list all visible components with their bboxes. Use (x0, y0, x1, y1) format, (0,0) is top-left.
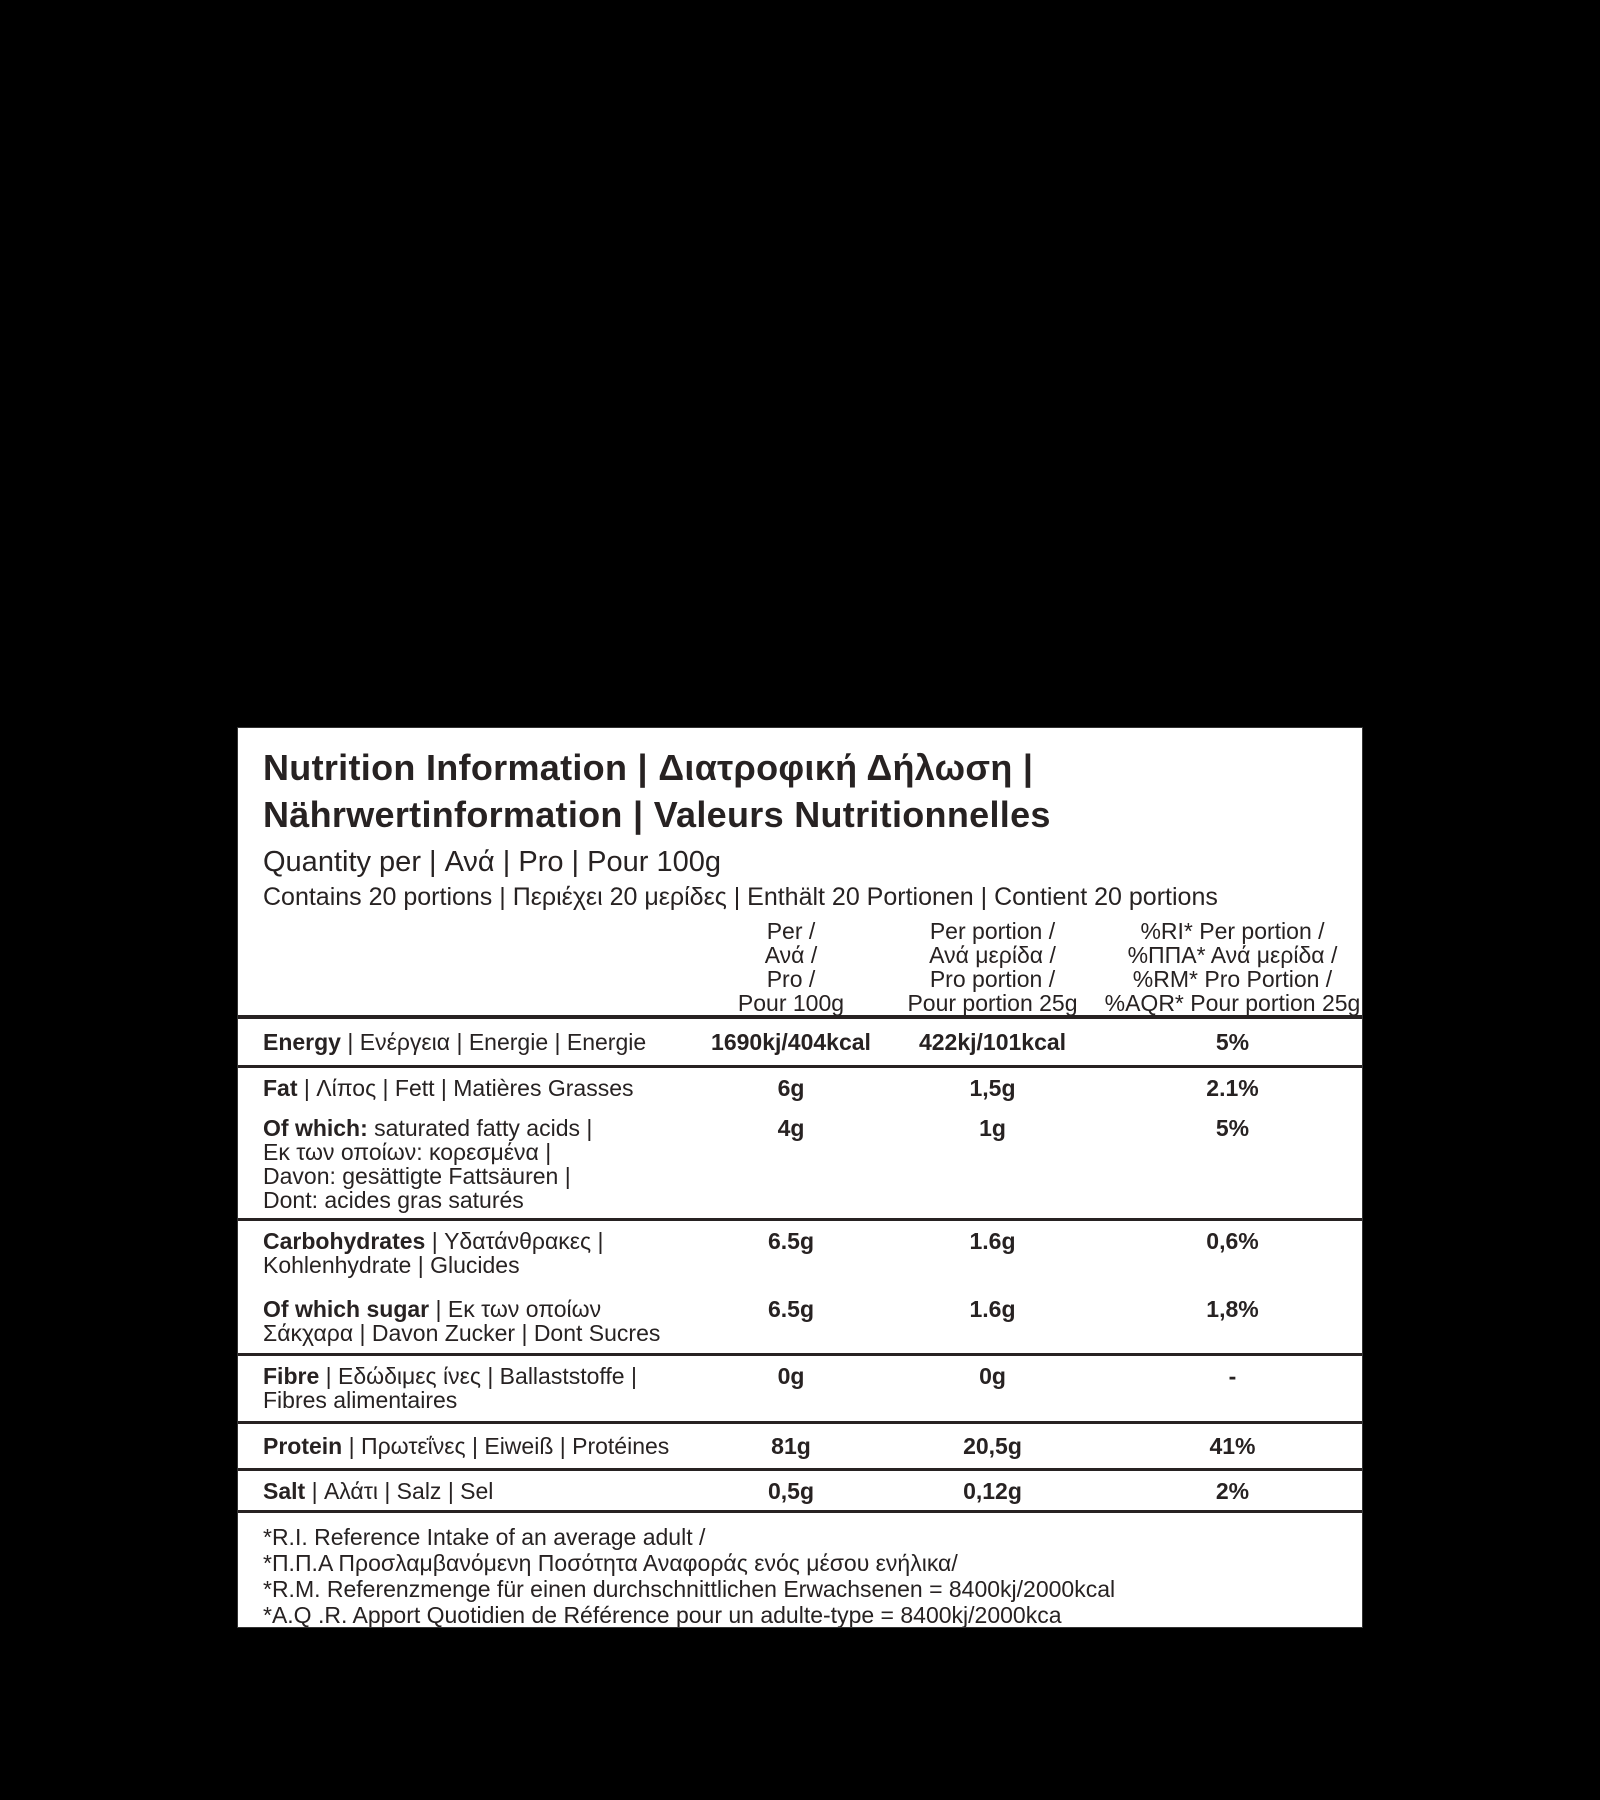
column-headers (238, 919, 1362, 1015)
portions-line: Contains 20 portions | Περιέχει 20 μερίδες | Enthält 20 Portionen | Contient 20 portions (263, 883, 1218, 911)
row-salt-per100: 0,5g (767, 1478, 815, 1504)
row-sugar-per100: 6.5g (767, 1296, 815, 1322)
column-header-ri-per-portion: %RI* Per portion / %ΠΠΑ* Ανά μερίδα / %RM* Pro Portion / %AQR* Pour portion 25g (1104, 918, 1361, 1016)
row-fat-group (238, 1065, 1362, 1218)
row-protein-ri: 41% (1209, 1433, 1256, 1459)
row-fat-ri: 2.1% (1206, 1075, 1259, 1101)
row-fibre-label: Fibre | Εδώδιμες ίνες | Ballaststoffe | Fibres alimentaires (263, 1363, 637, 1413)
row-saturated-fat-label: Of which: saturated fatty acids | Εκ των οποίων: κορεσμένα | Davon: gesättigte Fattsäuren | Dont: acides gras saturés (263, 1115, 593, 1213)
row-protein (238, 1421, 1362, 1468)
row-salt-portion: 0,12g (963, 1478, 1022, 1504)
column-header-per100: Per / Ανά / Pro / Pour 100g (737, 918, 845, 1016)
label-title (263, 744, 1362, 838)
row-energy-label: Energy | Ενέργεια | Energie | Energie (263, 1029, 647, 1055)
row-protein-per100: 81g (771, 1433, 811, 1459)
row-fat (238, 1076, 1362, 1100)
row-protein-label: Protein | Πρωτεΐνες | Eiweiß | Protéines (263, 1433, 670, 1459)
row-saturated-fat-per100: 4g (777, 1115, 805, 1141)
label-title-line2: Nährwertinformation | Valeurs Nutritionnelles (263, 794, 1051, 835)
row-energy-per100: 1690kj/404kcal (711, 1029, 871, 1055)
row-salt (238, 1468, 1362, 1510)
row-fat-label: Fat | Λίπος | Fett | Matières Grasses (263, 1075, 634, 1101)
row-energy-portion: 422kj/101kcal (918, 1029, 1067, 1055)
row-carbohydrates-portion: 1.6g (969, 1228, 1016, 1254)
row-carbohydrates (238, 1229, 1362, 1277)
footnote-ri: *R.I. Reference Intake of an average adult / (263, 1524, 706, 1550)
row-salt-label: Salt | Αλάτι | Salz | Sel (263, 1478, 494, 1504)
footnote-rm: *R.M. Referenzmenge für einen durchschnittlichen Erwachsenen = 8400kj/2000kcal (263, 1576, 1116, 1602)
row-fibre (238, 1353, 1362, 1421)
row-fat-portion: 1,5g (969, 1075, 1016, 1101)
footnote-aqr: *A.Q .R. Apport Quotidien de Référence pour un adulte-type = 8400kj/2000kca (263, 1602, 1062, 1628)
row-fibre-ri: - (1228, 1363, 1237, 1389)
row-carbohydrates-group (238, 1218, 1362, 1353)
row-energy (238, 1015, 1362, 1065)
row-sugar (238, 1297, 1362, 1345)
label-title-line1: Nutrition Information | Διατροφική Δήλωση | (263, 747, 1034, 788)
footnotes (238, 1510, 1362, 1628)
row-saturated-fat (238, 1116, 1362, 1212)
row-sugar-portion: 1.6g (969, 1296, 1016, 1322)
row-saturated-fat-portion: 1g (979, 1115, 1006, 1141)
row-saturated-fat-ri: 5% (1215, 1115, 1250, 1141)
row-sugar-ri: 1,8% (1206, 1296, 1259, 1322)
column-header-per-portion: Per portion / Ανά μερίδα / Pro portion / Pour portion 25g (907, 918, 1078, 1016)
row-fat-per100: 6g (777, 1075, 805, 1101)
row-carbohydrates-label: Carbohydrates | Υδατάνθρακες | Kohlenhydrate | Glucides (263, 1228, 604, 1278)
row-fibre-per100: 0g (777, 1363, 805, 1389)
row-protein-portion: 20,5g (963, 1433, 1022, 1459)
row-fibre-portion: 0g (979, 1363, 1006, 1389)
row-carbohydrates-per100: 6.5g (767, 1228, 815, 1254)
row-carbohydrates-ri: 0,6% (1206, 1228, 1259, 1254)
row-sugar-label: Of which sugar | Εκ των οποίων Σάκχαρα | Davon Zucker | Dont Sucres (263, 1296, 661, 1346)
nutrition-label-card (237, 727, 1363, 1628)
footnote-ppa: *Π.Π.Α Προσλαμβανόμενη Ποσότητα Αναφοράς ενός μέσου ενήλικα/ (263, 1550, 958, 1576)
row-salt-ri: 2% (1215, 1478, 1250, 1504)
quantity-per-line: Quantity per | Ανά | Pro | Pour 100g (263, 846, 721, 878)
row-energy-ri: 5% (1215, 1029, 1250, 1055)
